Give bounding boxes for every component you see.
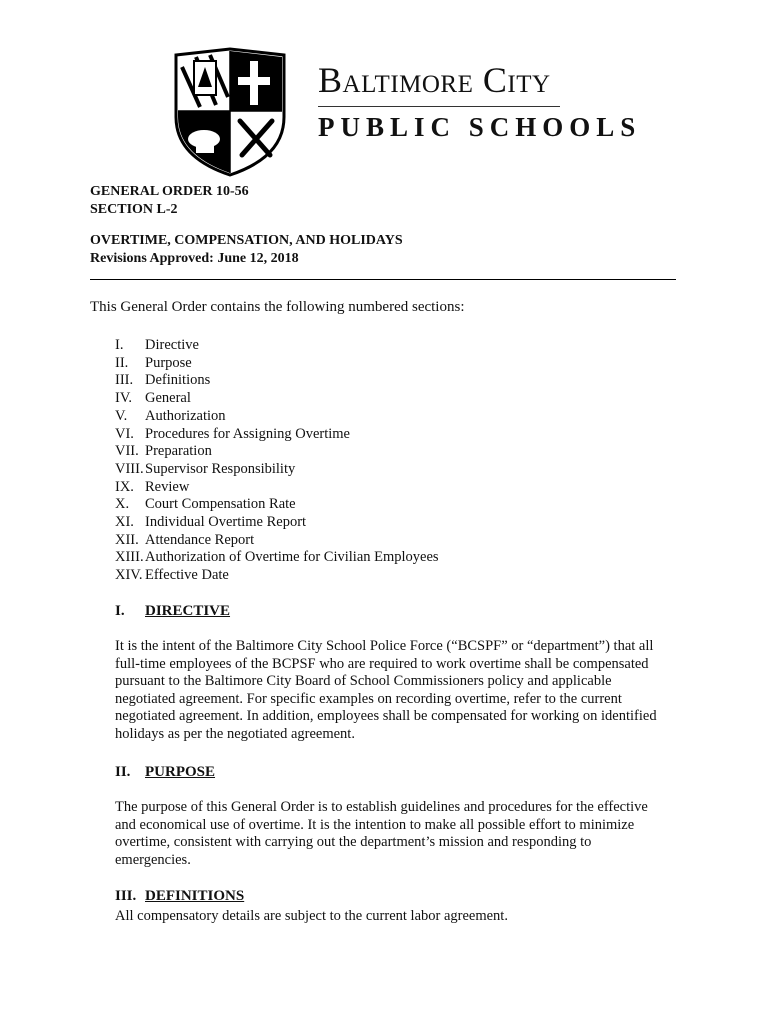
list-item-number: XIII. — [115, 549, 144, 566]
list-item-label: Review — [145, 478, 190, 495]
list-item — [115, 426, 439, 444]
list-item-label: Purpose — [145, 354, 192, 371]
list-item — [115, 337, 439, 355]
list-item-label: Authorization — [145, 407, 226, 424]
paragraph-line: and economical use of overtime. It is the intention to make all possible effort to minimize — [115, 816, 635, 833]
list-item-label: Individual Overtime Report — [145, 514, 307, 531]
paragraph-line: negotiated agreement. For specific examples on recording overtime, refer to the current — [115, 690, 622, 707]
list-item-number: XII. — [115, 531, 139, 548]
list-item-label: Court Compensation Rate — [145, 496, 296, 513]
brand-name: Baltimore City — [318, 60, 551, 100]
list-item — [115, 443, 439, 461]
directive-paragraph — [115, 638, 680, 744]
list-item-label: Effective Date — [145, 567, 229, 584]
list-item — [115, 549, 439, 567]
section-number: III. — [115, 888, 137, 904]
list-item-label: Directive — [145, 337, 199, 353]
paragraph-line: full-time employees of the BCPSF who are required to work overtime shall be compensated — [115, 655, 649, 672]
list-item-number: V. — [115, 407, 128, 424]
order-title: OVERTIME, COMPENSATION, AND HOLIDAYS — [90, 233, 403, 248]
order-section: SECTION L-2 — [90, 202, 178, 217]
order-number: GENERAL ORDER 10-56 — [90, 184, 249, 199]
definitions-paragraph — [115, 908, 680, 926]
list-item-number: VIII. — [115, 460, 144, 477]
list-item-number: II. — [115, 354, 129, 371]
section-heading-directive — [115, 603, 230, 620]
list-item — [115, 496, 439, 514]
list-item-label: Procedures for Assigning Overtime — [145, 425, 350, 442]
list-item — [115, 567, 439, 585]
list-item-label: Supervisor Responsibility — [145, 460, 296, 477]
list-item — [115, 514, 439, 532]
purpose-paragraph — [115, 799, 680, 869]
list-item-number: IX. — [115, 478, 134, 495]
section-title: DEFINITIONS — [145, 888, 245, 904]
school-crest-logo — [170, 47, 290, 177]
list-item-number: I. — [115, 337, 124, 353]
list-item — [115, 408, 439, 426]
paragraph-line: The purpose of this General Order is to establish guidelines and procedures for the effective — [115, 799, 648, 815]
list-item-label: Authorization of Overtime for Civilian Employees — [145, 549, 439, 566]
list-item — [115, 355, 439, 373]
section-number: I. — [115, 603, 125, 619]
order-revisions: Revisions Approved: June 12, 2018 — [90, 251, 299, 266]
brand-subtitle: PUBLIC SCHOOLS — [318, 112, 642, 142]
list-item-label: Attendance Report — [145, 531, 255, 548]
paragraph-line: emergencies. — [115, 851, 191, 868]
paragraph-line: overtime, consistent with carrying out the department’s mission and responding to — [115, 834, 592, 851]
section-title: PURPOSE — [145, 764, 216, 780]
list-item-number: XIV. — [115, 567, 143, 584]
brand-divider — [318, 106, 560, 107]
section-title: DIRECTIVE — [145, 603, 231, 619]
section-heading-purpose — [115, 764, 215, 781]
paragraph-line: It is the intent of the Baltimore City School Police Force (“BCSPF” or “department”) that all — [115, 638, 654, 654]
list-item-number: X. — [115, 496, 130, 513]
list-item — [115, 479, 439, 497]
list-item — [115, 390, 439, 408]
list-item-number: VII. — [115, 443, 139, 460]
list-item-number: XI. — [115, 514, 134, 531]
list-item-label: Definitions — [145, 372, 211, 389]
list-item — [115, 372, 439, 390]
header-divider — [90, 279, 676, 280]
section-list — [115, 337, 439, 585]
list-item — [115, 461, 439, 479]
section-heading-definitions — [115, 888, 244, 905]
list-item-number: IV. — [115, 390, 133, 407]
paragraph-line: All compensatory details are subject to the current labor agreement. — [115, 908, 508, 924]
list-item-number: III. — [115, 372, 134, 389]
paragraph-line: pursuant to the Baltimore City Board of School Commissioners policy and applicable — [115, 673, 612, 690]
paragraph-line: holidays as per the negotiated agreement. — [115, 725, 355, 742]
list-item-number: VI. — [115, 425, 134, 442]
section-number: II. — [115, 764, 131, 780]
paragraph-line: negotiated agreement. In addition, employees shall be compensated for working on identified — [115, 708, 657, 725]
intro-text: This General Order contains the following numbered sections: — [90, 299, 465, 315]
list-item — [115, 532, 439, 550]
list-item-label: Preparation — [145, 443, 212, 460]
list-item-label: General — [145, 390, 191, 407]
